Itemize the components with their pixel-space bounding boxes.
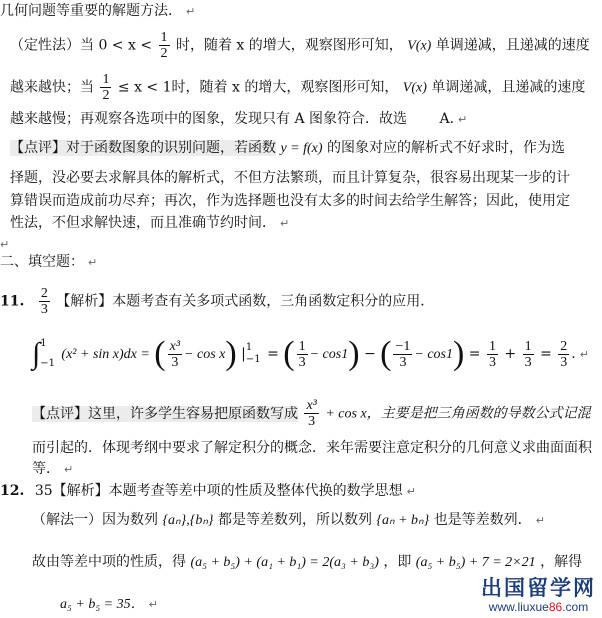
text-line-8: 性法，不但求解快速，而且准确节约时间． ↵ [10,215,290,231]
text-line-4: 越来越慢；再观察各选项中的图象，发现只有 A 图象符合．故选 A. ↵ [10,111,468,127]
paragraph-mark: ↵ [406,485,416,498]
integral-sign: ∫ [32,337,41,370]
paragraph-mark: ↵ [148,598,158,611]
text-line-18: a₅ + b₅ = 35． ↵ [60,597,158,612]
paragraph-mark: ↵ [0,238,10,251]
text-line-16: （解法一）因为数列 {aₙ},{bₙ} 都是等差数列，所以数列 {aₙ + bₙ} 也是等差数列． ↵ [32,512,545,528]
paragraph-mark: ↵ [186,5,196,18]
integral-equation: ∫ 1 −1 (x² + sin x)dx = ( $\frac{\text{x³}}{3}$ − cos x) | 1 −1 = ( $\frac{1}{3}$ − cos1) − ( $\frac{-1}{3}$ − cos1) = $\frac{1}{3}$ + $\frac{1}{3}$ = $\frac{2}{3}$ . ↵ [32,335,589,372]
text-line-1: 几何问题等重要的解题方法． ↵ [0,3,196,19]
answer-fraction: $\frac{2}{3}$ [40,286,48,317]
fraction-one-half: $\frac{1}{2}$ [160,30,168,61]
text-line-6: 择题，没必要去求解具体的解析式，不但方法繁琐，而且计算复杂，很容易出现某一步的计 [10,170,570,186]
paragraph-mark: ↵ [280,217,290,230]
text-line-2: （定性法）当 0 < x < $\frac{1}{2}$ 时，随着 x 的增大，观察图形可知， V(x) 单调递减，且递减的速度 [10,30,590,61]
fraction-one-half: $\frac{1}{2}$ [102,72,110,103]
paragraph-mark: ↵ [458,113,468,126]
paragraph-mark: ↵ [579,348,589,361]
paragraph-mark: ↵ [88,256,98,269]
question-11-header: 11. $\frac{2}{3}$ 【解析】本题考查有关多项式函数，三角函数定积分的应用． [0,286,435,317]
question-12-header: 12. 35【解析】本题考查等差中项的性质及整体代换的数学思想 ↵ [0,483,416,499]
paragraph-mark: ↵ [64,463,74,476]
text-line-17: 故由等差中项的性质，得 (a₅ + b₅) + (a₁ + b₁) = 2(a₃ + b₃) ，即 (a₅ + b₅) + 7 = 2×21 ，解得 [32,554,583,570]
text-line-12: 【点评】这里，许多学生容易把原函数写成 $\frac{\text{x³}}{3}$ + cos x，主要是把三角函数的导数公式记混 [32,398,591,429]
section-heading: 二、填空题： ↵ [0,254,98,270]
text-line-3: 越来越快；当 $\frac{1}{2}$ ≤ x < 1时，随着 x 的增大，观察图形可知， V(x) 单调递减，且递减的速度 [10,72,586,103]
text-line-7: 算错误而造成前功尽弃；再次，作为选择题也没有太多的时间去给学生解答；因此，使用定 [10,193,570,209]
text-line-5: 【点评】对于函数图象的识别问题，若函数 y = f(x) 的图象对应的解析式不好求时，作为选 [10,140,565,156]
watermark-url: www.liuxue86.com [488,600,589,614]
text-line-13: 而引起的．体现考纲中要求了解定积分的概念．来年需要注意定积分的几何意义求曲面面积 [32,440,592,456]
watermark-title: 出国留学网 [481,576,596,600]
paragraph-mark: ↵ [535,514,545,527]
site-watermark [481,576,596,614]
text-line-14: 等． ↵ [32,461,74,477]
